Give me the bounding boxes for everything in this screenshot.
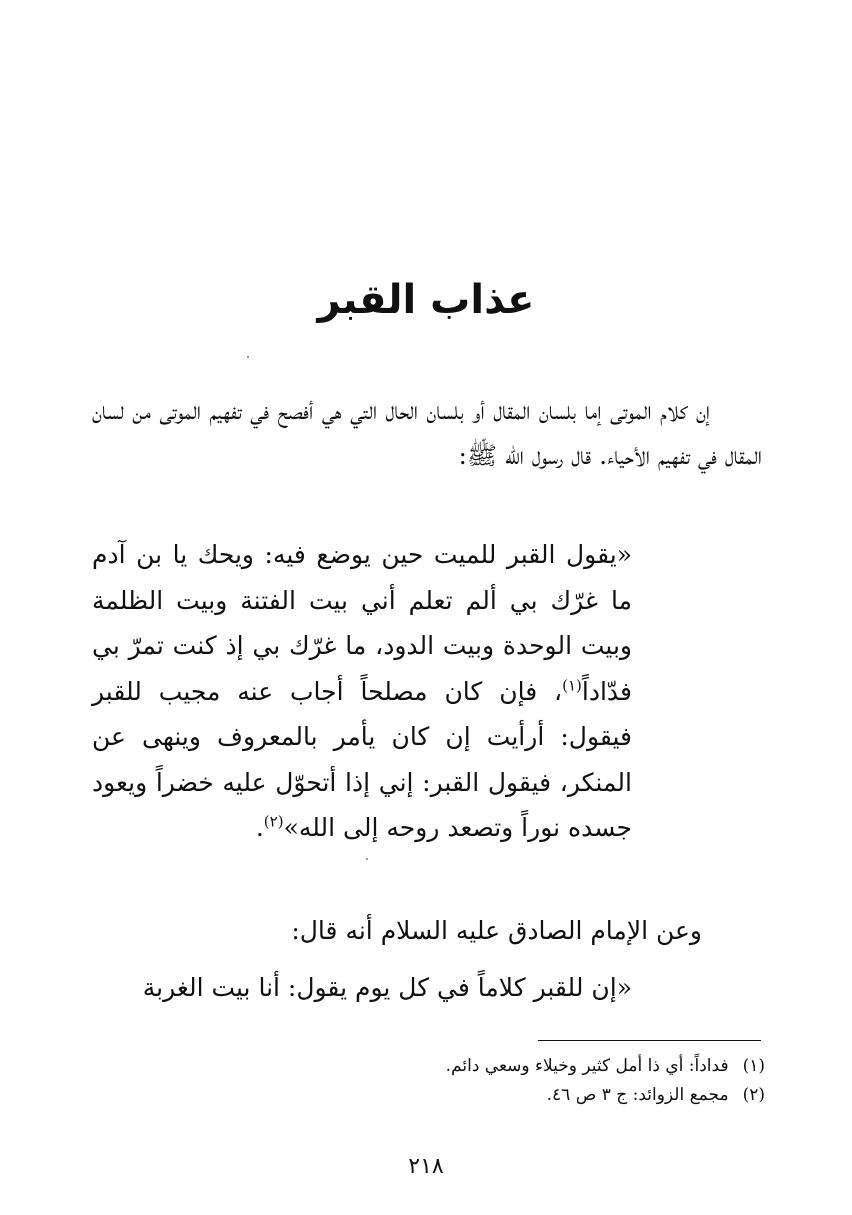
footnote-ref-1: (١): [562, 676, 582, 695]
footnote-divider: [538, 1040, 761, 1041]
footnote-text: فداداً: أي ذا أمل كثير وخيلاء وسعي دائم.: [445, 1056, 729, 1076]
quote-part-1: «يقول القبر للميت حين يوضع فيه: ويحك يا بن آدم ما غرّك بي ألم تعلم أني بيت الفتنة وبيت الظلمة وبيت الوحدة وبيت الدود، ما غرّك بي إذ كنت تمرّ بي فدّاداً: [92, 540, 632, 706]
footnote-ref-2: (٢): [263, 812, 284, 831]
quote-part-2: ، فإن كان مصلحاً أجاب عنه مجيب للقبر فيقول: أرأيت إن كان يأمر بالمعروف وينهى عن المنكر، فيقول القبر: إني إذا أتحوّل عليه خضراً ويعود جسده نوراً وتصعد روحه إلى الله»: [92, 676, 632, 842]
narration-line: وعن الإمام الصادق عليه السلام أنه قال:: [291, 916, 702, 945]
hadith-quote: [92, 532, 632, 851]
scan-speck: [366, 858, 368, 860]
scan-speck: [247, 356, 249, 358]
page-number: ٢١٨: [408, 1154, 444, 1179]
second-quote: «إن للقبر كلاماً في كل يوم يقول: أنا بيت الغربة: [142, 973, 632, 1002]
intro-paragraph: إن كلام الموتى إما بلسان المقال أو بلسان الحال التي هي أفصح في تفهيم الموتى من لسان المقال في تفهيم الأحياء. قال رسول الله ﷺ:: [92, 396, 762, 470]
footnote-number: (٢): [742, 1085, 765, 1105]
footnote-number: (١): [742, 1056, 765, 1076]
quote-end: .: [255, 813, 264, 842]
footnotes: [300, 1052, 765, 1110]
footnote-item: [300, 1081, 765, 1110]
footnote-text: مجمع الزوائد: ج ٣ ص ٤٦.: [546, 1085, 729, 1105]
chapter-title: عذاب القبر: [317, 277, 535, 323]
footnote-item: [300, 1052, 765, 1081]
